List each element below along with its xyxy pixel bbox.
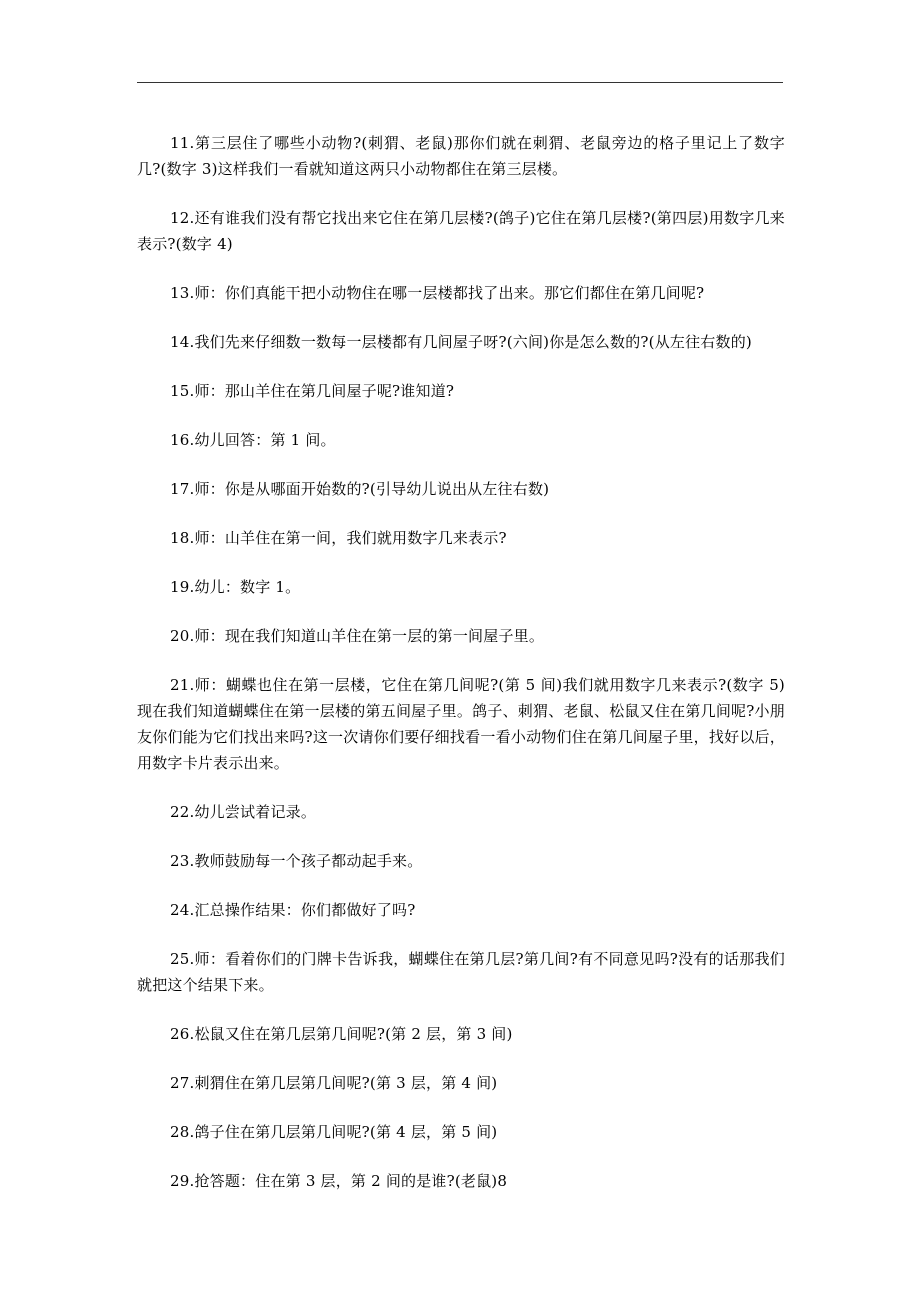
- header-divider: [137, 82, 783, 83]
- paragraph-26: 26.松鼠又住在第几层第几间呢?(第 2 层，第 3 间): [170, 1025, 513, 1043]
- paragraph-24: 24.汇总操作结果：你们都做好了吗?: [170, 901, 416, 919]
- paragraph-13: 13.师：你们真能干把小动物住在哪一层楼都找了出来。那它们都住在第几间呢?: [170, 284, 705, 302]
- paragraph-20: 20.师：现在我们知道山羊住在第一层的第一间屋子里。: [170, 627, 545, 645]
- paragraph-16: 16.幼儿回答：第 1 间。: [170, 431, 336, 449]
- paragraph-15: 15.师：那山羊住在第几间屋子呢?谁知道?: [170, 382, 455, 400]
- paragraph-11: 11.第三层住了哪些小动物?(刺猬、老鼠)那你们就在刺猬、老鼠旁边的格子里记上了数字几?(数字 3)这样我们一看就知道这两只小动物都住在第三层楼。: [137, 134, 785, 178]
- paragraph-21: 21.师：蝴蝶也住在第一层楼，它住在第几间呢?(第 5 间)我们就用数字几来表示?(数字 5)现在我们知道蝴蝶住在第一层楼的第五间屋子里。鸽子、刺猬、老鼠、松鼠又住在第几间呢?小朋友你们能为它们找出来吗?这一次请你们要仔细找看一看小动物们住在第几间屋子里，找好以后，用数字卡片表示出来。: [137, 676, 785, 772]
- paragraph-12: 12.还有谁我们没有帮它找出来它住在第几层楼?(鸽子)它住在第几层楼?(第四层)用数字几来表示?(数字 4): [137, 209, 785, 253]
- paragraph-18: 18.师：山羊住在第一间，我们就用数字几来表示?: [170, 529, 507, 547]
- paragraph-29: 29.抢答题：住在第 3 层，第 2 间的是谁?(老鼠)8: [170, 1172, 508, 1190]
- paragraph-28: 28.鸽子住在第几层第几间呢?(第 4 层，第 5 间): [170, 1123, 498, 1141]
- paragraph-17: 17.师：你是从哪面开始数的?(引导幼儿说出从左往右数): [170, 480, 550, 498]
- paragraph-22: 22.幼儿尝试着记录。: [170, 803, 317, 821]
- document-body: [137, 130, 785, 1217]
- paragraph-19: 19.幼儿：数字 1。: [170, 578, 301, 596]
- paragraph-25: 25.师：看着你们的门牌卡告诉我，蝴蝶住在第几层?第几间?有不同意见吗?没有的话那我们就把这个结果下来。: [137, 950, 785, 994]
- paragraph-27: 27.刺猬住在第几层第几间呢?(第 3 层，第 4 间): [170, 1074, 498, 1092]
- paragraph-14: 14.我们先来仔细数一数每一层楼都有几间屋子呀?(六间)你是怎么数的?(从左往右数的): [170, 333, 752, 351]
- paragraph-23: 23.教师鼓励每一个孩子都动起手来。: [170, 852, 423, 870]
